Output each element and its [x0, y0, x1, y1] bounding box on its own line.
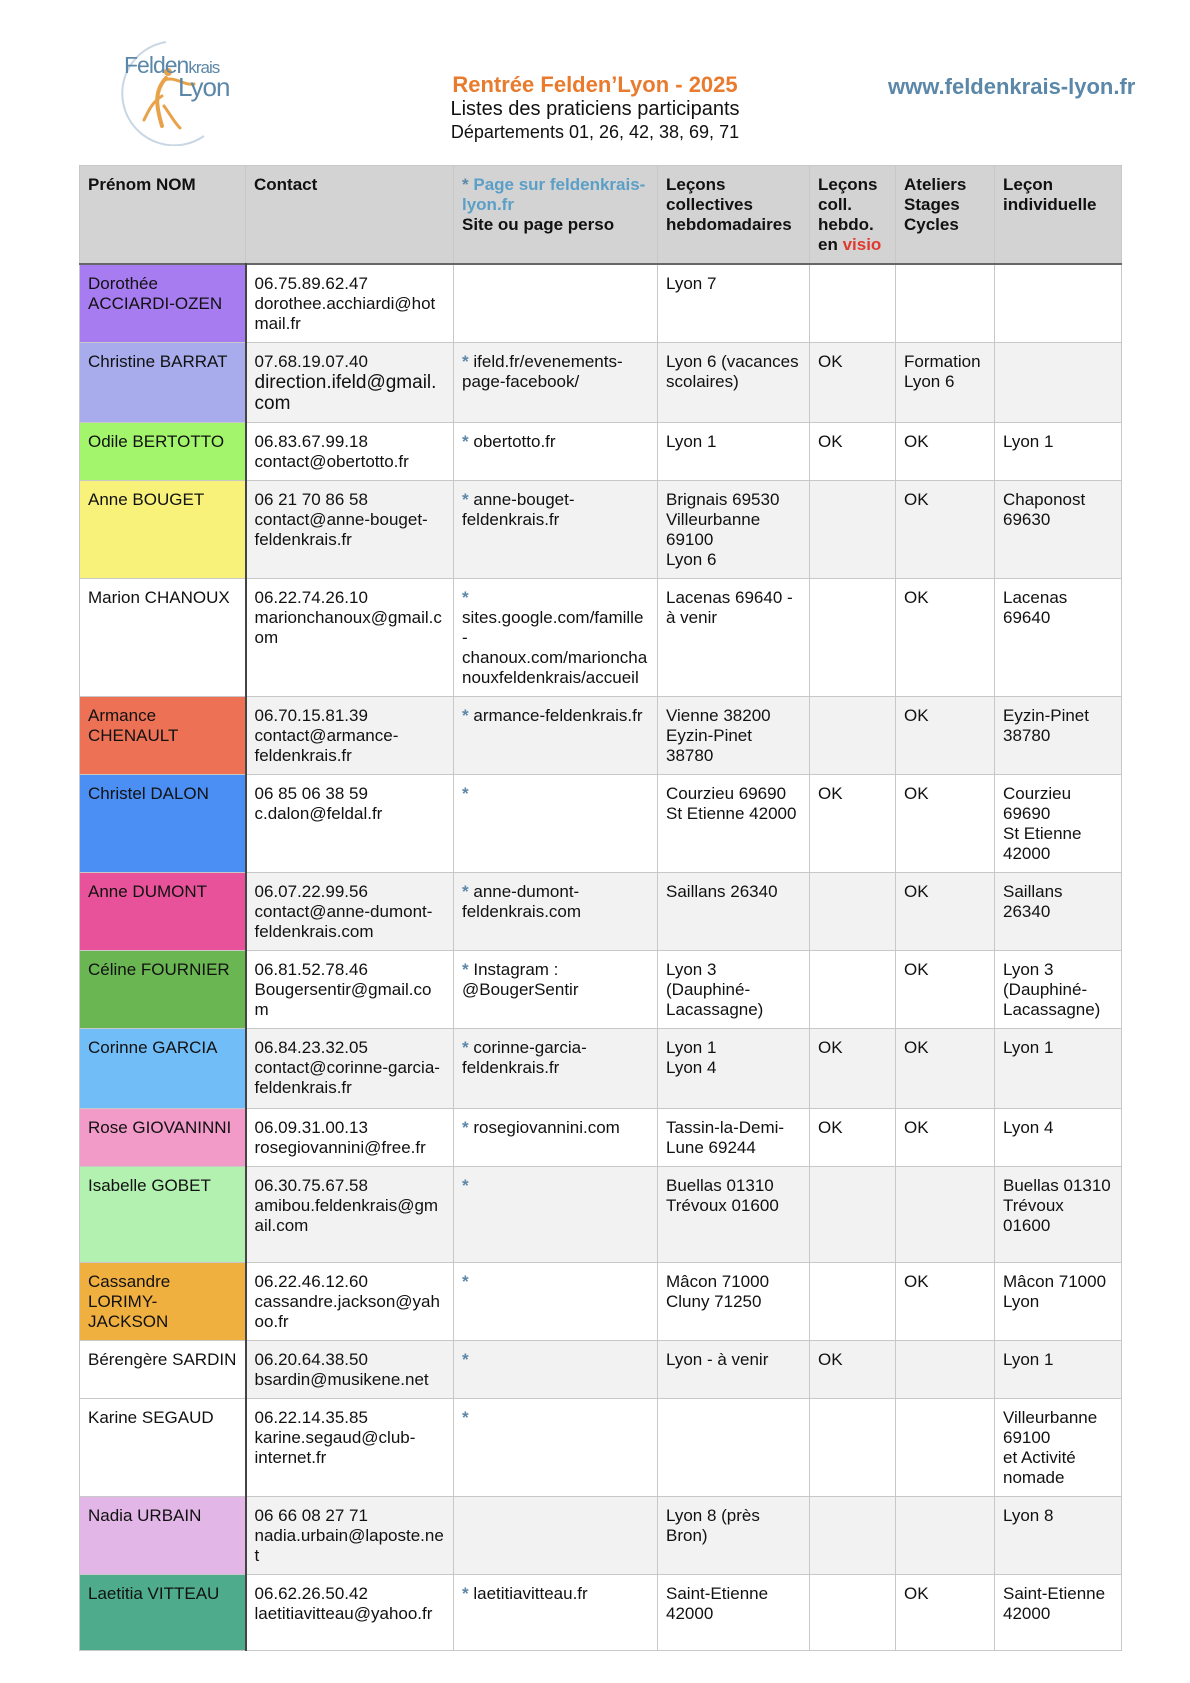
practitioner-name: Rose GIOVANINNI: [80, 1109, 246, 1167]
contact-cell: [246, 1497, 454, 1575]
individual-lessons: Saint-Etienne 42000: [995, 1575, 1122, 1651]
site-plain-label: Site ou page perso: [462, 215, 615, 234]
table-row: [80, 1109, 1122, 1167]
practitioners-table: [79, 165, 1122, 1651]
workshops-cell: [896, 1167, 995, 1263]
table-row: [80, 264, 1122, 343]
contact-cell: [246, 1029, 454, 1109]
contact-cell: [246, 1399, 454, 1497]
collective-lessons: Lyon 6 (vacances scolaires): [658, 343, 810, 423]
practitioner-name: Dorothée ACCIARDI-OZEN: [80, 264, 246, 343]
table-row: [80, 951, 1122, 1029]
site-cell: [454, 579, 658, 697]
contact-cell: [246, 264, 454, 343]
email-address[interactable]: c.dalon@feldal.fr: [254, 804, 383, 823]
site-cell: [454, 1263, 658, 1341]
col-header-workshops: Ateliers Stages Cycles: [896, 166, 995, 265]
star-icon[interactable]: *: [462, 1272, 469, 1291]
contact-cell: [246, 697, 454, 775]
contact-cell: [246, 1341, 454, 1399]
individual-lessons: Saillans 26340: [995, 873, 1122, 951]
practitioner-name: Corinne GARCIA: [80, 1029, 246, 1109]
collective-lessons: Vienne 38200 Eyzin-Pinet 38780: [658, 697, 810, 775]
phone-number[interactable]: 06 21 70 86 58: [254, 490, 368, 509]
contact-cell: [246, 423, 454, 481]
table-row: [80, 1575, 1122, 1651]
email-address[interactable]: dorothee.acchiardi@hotmail.fr: [254, 294, 436, 333]
collective-lessons: [658, 1399, 810, 1497]
table-row: [80, 1497, 1122, 1575]
practitioner-name: Christel DALON: [80, 775, 246, 873]
star-icon[interactable]: *: [462, 588, 469, 607]
star-icon[interactable]: *: [462, 1408, 469, 1427]
phone-number[interactable]: 06.81.52.78.46: [254, 960, 368, 979]
site-cell: [454, 873, 658, 951]
email-address[interactable]: rosegiovannini@free.fr: [254, 1138, 426, 1157]
workshops-cell: OK: [896, 775, 995, 873]
workshops-cell: OK: [896, 951, 995, 1029]
star-icon[interactable]: *: [462, 706, 469, 725]
workshops-cell: OK: [896, 1029, 995, 1109]
contact-cell: [246, 1109, 454, 1167]
table-row: [80, 1263, 1122, 1341]
individual-lessons: Lyon 1: [995, 1341, 1122, 1399]
visio-status: OK: [810, 1109, 896, 1167]
site-link[interactable]: ifeld.fr/evenements-page-facebook/: [462, 352, 623, 391]
individual-lessons: Lyon 8: [995, 1497, 1122, 1575]
practitioner-name: Christine BARRAT: [80, 343, 246, 423]
site-link[interactable]: anne-dumont-feldenkrais.com: [462, 882, 582, 921]
site-link[interactable]: laetitiavitteau.fr: [473, 1584, 588, 1603]
star-icon[interactable]: *: [462, 1118, 469, 1137]
collective-lessons: Lyon 7: [658, 264, 810, 343]
visio-status: OK: [810, 1029, 896, 1109]
email-address[interactable]: Bougersentir@gmail.com: [254, 980, 432, 1019]
practitioner-name: Cassandre LORIMY-JACKSON: [80, 1263, 246, 1341]
collective-lessons: Lyon - à venir: [658, 1341, 810, 1399]
site-cell: [454, 951, 658, 1029]
individual-lessons: Courzieu 69690 St Etienne 42000: [995, 775, 1122, 873]
collective-lessons: Lyon 8 (près Bron): [658, 1497, 810, 1575]
site-cell: [454, 1399, 658, 1497]
individual-lessons: Lyon 1: [995, 423, 1122, 481]
visio-status: OK: [810, 1341, 896, 1399]
individual-lessons: [995, 264, 1122, 343]
workshops-cell: [896, 1399, 995, 1497]
star-icon[interactable]: *: [462, 960, 469, 979]
website-link[interactable]: www.feldenkrais-lyon.fr: [888, 74, 1136, 99]
email-address[interactable]: nadia.urbain@laposte.net: [254, 1526, 444, 1565]
star-icon[interactable]: *: [462, 1038, 469, 1057]
contact-cell: [246, 951, 454, 1029]
email-address[interactable]: amibou.feldenkrais@gmail.com: [254, 1196, 439, 1235]
star-icon[interactable]: *: [462, 352, 469, 371]
collective-lessons: Lacenas 69640 - à venir: [658, 579, 810, 697]
individual-lessons: Lacenas 69640: [995, 579, 1122, 697]
visio-highlight: visio: [842, 235, 882, 254]
collective-lessons: Brignais 69530 Villeurbanne 69100 Lyon 6: [658, 481, 810, 579]
email-address[interactable]: cassandre.jackson@yahoo.fr: [254, 1292, 440, 1331]
site-link[interactable]: Instagram : @BougerSentir: [462, 960, 579, 999]
workshops-cell: OK: [896, 697, 995, 775]
phone-number[interactable]: 06.07.22.99.56: [254, 882, 368, 901]
contact-cell: [246, 343, 454, 423]
site-link[interactable]: sites.google.com/famille-chanoux.com/marionchanouxfeldenkrais/accueil: [462, 608, 648, 687]
collective-lessons: Lyon 1: [658, 423, 810, 481]
star-icon[interactable]: *: [462, 432, 469, 451]
practitioner-name: Laetitia VITTEAU: [80, 1575, 246, 1651]
site-link[interactable]: rosegiovannini.com: [473, 1118, 620, 1137]
individual-lessons: Eyzin-Pinet 38780: [995, 697, 1122, 775]
workshops-cell: [896, 1341, 995, 1399]
workshops-cell: OK: [896, 579, 995, 697]
individual-lessons: Buellas 01310 Trévoux 01600: [995, 1167, 1122, 1263]
practitioner-name: Isabelle GOBET: [80, 1167, 246, 1263]
phone-number[interactable]: 06.22.74.26.10: [254, 588, 368, 607]
table-row: [80, 481, 1122, 579]
visio-label: Leçons coll. hebdo. en: [818, 175, 878, 254]
col-header-collective: Leçons collectives hebdomadaires: [658, 166, 810, 265]
site-link[interactable]: corinne-garcia-feldenkrais.fr: [462, 1038, 587, 1077]
contact-cell: [246, 481, 454, 579]
table-row: [80, 1399, 1122, 1497]
email-address[interactable]: contact@anne-bouget-feldenkrais.fr: [254, 510, 428, 549]
visio-status: [810, 1167, 896, 1263]
practitioner-name: Odile BERTOTTO: [80, 423, 246, 481]
practitioner-name: Armance CHENAULT: [80, 697, 246, 775]
contact-cell: [246, 775, 454, 873]
site-cell: [454, 1341, 658, 1399]
email-address[interactable]: laetitiavitteau@yahoo.fr: [254, 1604, 433, 1623]
logo-wordmark-top: Feldenkrais: [124, 52, 220, 78]
contact-cell: [246, 873, 454, 951]
collective-lessons: Buellas 01310 Trévoux 01600: [658, 1167, 810, 1263]
email-address[interactable]: contact@armance-feldenkrais.fr: [254, 726, 399, 765]
star-icon[interactable]: *: [462, 1176, 469, 1195]
email-address[interactable]: karine.segaud@club-internet.fr: [254, 1428, 416, 1467]
collective-lessons: Courzieu 69690 St Etienne 42000: [658, 775, 810, 873]
visio-status: OK: [810, 423, 896, 481]
practitioner-name: Anne DUMONT: [80, 873, 246, 951]
workshops-cell: Formation Lyon 6: [896, 343, 995, 423]
site-link[interactable]: anne-bouget-feldenkrais.fr: [462, 490, 575, 529]
individual-lessons: Lyon 1: [995, 1029, 1122, 1109]
individual-lessons: [995, 343, 1122, 423]
col-header-visio: [810, 166, 896, 265]
visio-status: [810, 1263, 896, 1341]
site-cell: [454, 1029, 658, 1109]
star-icon[interactable]: *: [462, 882, 469, 901]
workshops-cell: [896, 264, 995, 343]
phone-number[interactable]: 06.22.14.35.85: [254, 1408, 368, 1427]
table-body: [80, 264, 1122, 1651]
site-cell: [454, 1167, 658, 1263]
visio-status: [810, 1575, 896, 1651]
col-header-name: Prénom NOM: [80, 166, 246, 265]
site-cell: [454, 1497, 658, 1575]
site-cell: [454, 481, 658, 579]
logo-wordmark-bottom: Lyon: [178, 72, 230, 102]
email-address[interactable]: bsardin@musikene.net: [254, 1370, 429, 1389]
star-icon[interactable]: *: [462, 490, 469, 509]
practitioner-name: Karine SEGAUD: [80, 1399, 246, 1497]
table-row: [80, 697, 1122, 775]
table-row: [80, 1341, 1122, 1399]
contact-cell: [246, 579, 454, 697]
visio-status: [810, 697, 896, 775]
workshops-cell: OK: [896, 423, 995, 481]
visio-status: [810, 951, 896, 1029]
workshops-cell: OK: [896, 1575, 995, 1651]
phone-number[interactable]: 06.84.23.32.05: [254, 1038, 368, 1057]
visio-status: [810, 873, 896, 951]
table-row: [80, 775, 1122, 873]
workshops-cell: OK: [896, 481, 995, 579]
star-icon[interactable]: *: [462, 1584, 469, 1603]
workshops-cell: OK: [896, 1109, 995, 1167]
phone-number[interactable]: 06.09.31.00.13: [254, 1118, 368, 1137]
site-cell: [454, 423, 658, 481]
practitioner-name: Bérengère SARDIN: [80, 1341, 246, 1399]
email-address[interactable]: marionchanoux@gmail.com: [254, 608, 442, 647]
practitioner-name: Céline FOURNIER: [80, 951, 246, 1029]
visio-status: [810, 579, 896, 697]
collective-lessons: Lyon 3 (Dauphiné-Lacassagne): [658, 951, 810, 1029]
phone-number[interactable]: 06.83.67.99.18: [254, 432, 368, 451]
col-header-site: [454, 166, 658, 265]
email-address[interactable]: direction.ifeld@gmail.com: [254, 372, 437, 414]
individual-lessons: Lyon 3 (Dauphiné-Lacassagne): [995, 951, 1122, 1029]
collective-lessons: Tassin-la-Demi-Lune 69244: [658, 1109, 810, 1167]
table-row: [80, 873, 1122, 951]
phone-number[interactable]: 06.20.64.38.50: [254, 1350, 368, 1369]
table-row: [80, 343, 1122, 423]
col-header-individual: Leçon individuelle: [995, 166, 1122, 265]
phone-number[interactable]: 06.22.46.12.60: [254, 1272, 368, 1291]
collective-lessons: Saillans 26340: [658, 873, 810, 951]
star-icon[interactable]: *: [462, 1350, 469, 1369]
workshops-cell: OK: [896, 1263, 995, 1341]
site-cell: [454, 1109, 658, 1167]
site-cell: [454, 1575, 658, 1651]
site-link[interactable]: obertotto.fr: [473, 432, 556, 451]
site-cell: [454, 343, 658, 423]
page-title: Rentrée Felden’Lyon - 2025: [452, 72, 738, 97]
table-row: [80, 1029, 1122, 1109]
phone-number[interactable]: 06.70.15.81.39: [254, 706, 368, 725]
site-link-label[interactable]: Page sur feldenkrais-lyon.fr: [462, 175, 646, 214]
practitioner-name: Nadia URBAIN: [80, 1497, 246, 1575]
practitioner-name: Anne BOUGET: [80, 481, 246, 579]
phone-number[interactable]: 06 85 06 38 59: [254, 784, 368, 803]
site-link[interactable]: armance-feldenkrais.fr: [473, 706, 643, 725]
visio-status: [810, 264, 896, 343]
site-cell: [454, 775, 658, 873]
table-row: [80, 1167, 1122, 1263]
individual-lessons: Mâcon 71000 Lyon: [995, 1263, 1122, 1341]
visio-status: [810, 481, 896, 579]
logo: [104, 36, 254, 146]
contact-cell: [246, 1575, 454, 1651]
collective-lessons: Lyon 1 Lyon 4: [658, 1029, 810, 1109]
phone-number[interactable]: 06.30.75.67.58: [254, 1176, 368, 1195]
star-icon[interactable]: *: [462, 784, 469, 803]
phone-number[interactable]: 07.68.19.07.40: [254, 352, 368, 371]
phone-number[interactable]: 06.75.89.62.47: [254, 274, 368, 293]
page-subtitle: Listes des praticiens participants: [450, 98, 740, 120]
email-address[interactable]: contact@corinne-garcia-feldenkrais.fr: [254, 1058, 440, 1097]
visio-status: OK: [810, 775, 896, 873]
table-row: [80, 423, 1122, 481]
contact-cell: [246, 1263, 454, 1341]
email-address[interactable]: contact@anne-dumont-feldenkrais.com: [254, 902, 433, 941]
site-cell: [454, 697, 658, 775]
collective-lessons: Saint-Etienne 42000: [658, 1575, 810, 1651]
phone-number[interactable]: 06 66 08 27 71: [254, 1506, 368, 1525]
col-header-contact: Contact: [246, 166, 454, 265]
site-cell: [454, 264, 658, 343]
star-icon: *: [462, 175, 469, 194]
individual-lessons: Villeurbanne 69100 et Activité nomade: [995, 1399, 1122, 1497]
visio-status: [810, 1399, 896, 1497]
email-address[interactable]: contact@obertotto.fr: [254, 452, 409, 471]
individual-lessons: Lyon 4: [995, 1109, 1122, 1167]
departments-line: Départements 01, 26, 42, 38, 69, 71: [450, 122, 740, 142]
workshops-cell: OK: [896, 873, 995, 951]
visio-status: [810, 1497, 896, 1575]
individual-lessons: Chaponost 69630: [995, 481, 1122, 579]
table-row: [80, 579, 1122, 697]
practitioner-name: Marion CHANOUX: [80, 579, 246, 697]
phone-number[interactable]: 06.62.26.50.42: [254, 1584, 368, 1603]
table-header-row: [80, 166, 1122, 265]
workshops-cell: [896, 1497, 995, 1575]
collective-lessons: Mâcon 71000 Cluny 71250: [658, 1263, 810, 1341]
page-header: [380, 72, 810, 143]
contact-cell: [246, 1167, 454, 1263]
visio-status: OK: [810, 343, 896, 423]
